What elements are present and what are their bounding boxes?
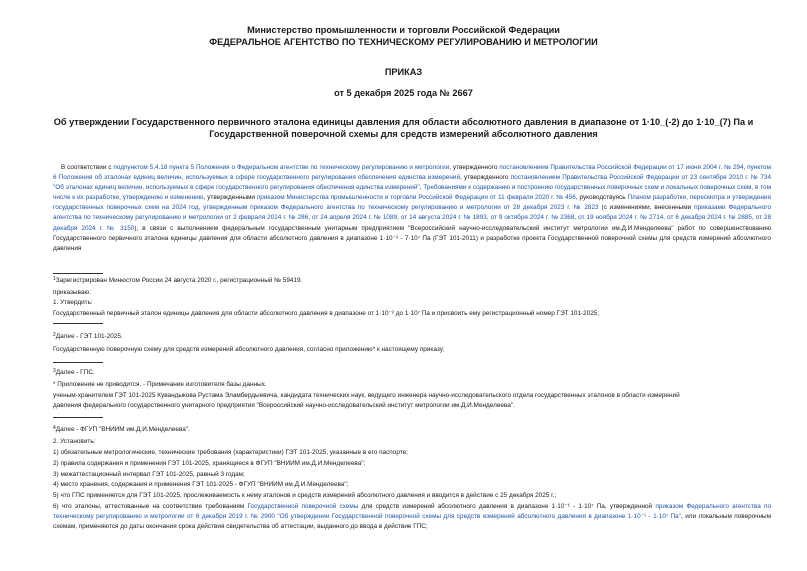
footnote-4 [53, 423, 190, 435]
document-date-number: от 5 декабря 2025 года № 2667 [334, 88, 473, 98]
subitem-6-text: для средств измерений абсолютного давления в диапазоне 1·10⁻¹ - 1·10⁷ Па, утвержденной [358, 503, 656, 510]
footnote-2-text: Далее - ГЭТ 101-2025. [55, 333, 123, 340]
footnote-2 [53, 330, 123, 342]
link-order-2900[interactable]: приказом Федерального агентства по техническому регулированию и метрологии от 6 декабря 2019 г. № 2900 "Об утверждении Государственной поверочной схемы для средств измерений абсолютного давления в диапазоне 1·10⁻¹ - 1·10⁷ Па" [53, 503, 772, 521]
footnote-divider [53, 362, 103, 363]
schema-text: Государственную поверочную схему для средств измерений абсолютного давления, согласно приложению* к настоящему приказу; [53, 346, 445, 353]
footnote-3-text: Далее - ГПС. [55, 369, 95, 376]
footnote-divider [53, 323, 103, 324]
item-1-heading: 1. Утвердить: [53, 299, 93, 306]
subitem-5: 5) что ГПС применяется для ГЭТ 101-2025, прослеживаемость к нему эталонов и средств измерений абсолютного давления и вводится в действие с 25 декабря 2025 г.; [53, 492, 557, 499]
agency-name: ФЕДЕРАЛЬНОЕ АГЕНТСТВО ПО ТЕХНИЧЕСКОМУ РЕГУЛИРОВАНИЮ И МЕТРОЛОГИИ [209, 37, 598, 47]
document-title-line-1: Об утверждении Государственного первичного эталона единицы давления для области абсолютного давления в диапазоне от 1·10_(-2) до 1·10_(7) Па и [53, 117, 754, 127]
footnote-1-text: Зарегистрирован Минюстом России 24 августа 2020 г., регистрационный № 59419. [55, 277, 303, 284]
link-standards-regulation[interactable]: пунктом 6 Положения об эталонах единиц величин, используемых в сфере государственного регулирования обеспечения единства измерений [53, 164, 771, 182]
subitem-3: 3) межаттестационный интервал ГЭТ 101-2025, равный 3 годам; [53, 471, 245, 478]
subitem-1: 1) обязательные метрологические, технические требования (характеристики) ГЭТ 101-2025, указанные в его паспорте; [53, 449, 408, 456]
attachment-note: * Приложение не приводится. - Примечание изготовителя базы данных. [53, 381, 267, 388]
footnote-1 [53, 274, 302, 286]
preamble-text: ), в связи с выполнением федеральным государственным унитарным предприятием "Всероссийский научно-исследовательский институт метрологии им.Д.И.Менделеева" работ по совершенствованию Государственного первичного эталона единицы давления для области абсолютного давления в диапазоне 1·10⁻² - 7·10⁷ Па (ГЭТ 101-2011) и разработке проекта Государственной поверочной схемы для средств измерений абсолютного давления [53, 224, 771, 252]
footnote-marker: 3 [53, 368, 56, 374]
preamble-paragraph [53, 163, 771, 254]
document-type: ПРИКАЗ [384, 67, 423, 77]
footnote-marker: 4 [53, 425, 56, 431]
footnote-4-text: Далее - ФГУП "ВНИИМ им.Д.И.Менделеева". [55, 426, 190, 433]
subitem-2: 2) правила содержания и применения ГЭТ 101-2025, хранящиеся в ФГУП "ВНИИМ им.Д.И.Менделеева"; [53, 460, 366, 467]
link-state-verification-scheme[interactable]: Государственной поверочной схемы [247, 503, 359, 510]
link-agency-regulation[interactable]: подпунктом 5.4.18 пункта 5 Положения о Федеральном агентстве по техническому регулированию и метрологии [113, 164, 450, 171]
footnote-marker: 1 [53, 276, 56, 282]
link-government-decree-734[interactable]: постановлением Правительства Российской Федерации от 23 сентября 2010 г. № 734 "Об эталонах единиц величин, используемых в сфере государственного регулирования обеспечения единства измерений" [53, 174, 772, 192]
footnote-3 [53, 366, 95, 378]
item-2-heading: 2. Установить: [53, 438, 96, 445]
link-government-decree-294[interactable]: постановлением Правительства Российской Федерации от 17 июня 2004 г. № 294 [499, 164, 744, 171]
subitem-6-text: 6) что эталоны, аттестованные на соответствие требованиям [53, 503, 248, 510]
keeper-line-2: давления федерального государственного унитарного предприятия "Всероссийский научно-исследовательский институт метрологии им.Д.И.Менделеева". [53, 402, 515, 409]
footnote-marker: 2 [53, 332, 56, 338]
preamble-text: , [743, 164, 748, 171]
preamble-text: (с изменениями, внесенными [598, 204, 695, 212]
link-schema-requirements[interactable]: Требованиями к содержанию и построению государственных поверочных схем и локальных поверочных схем, в том числе к их разработке, утверждению и изменению [53, 184, 771, 202]
keeper-line-1: ученым-хранителем ГЭТ 101-2025 Кувандыкова Рустама Эламбердыевича, кандидата технических наук, ведущего инженера научно-исследовательского отдела государственных эталонов в области измерений [53, 392, 680, 399]
link-plan-2024[interactable]: Планом разработки, пересмотра и утверждения государственных поверочных схем на 2024 год, утвержденным приказом Федерального агентства по техническому регулированию и метрологии от 28 декабря 2023 г. № 2823 [53, 194, 771, 212]
preamble-text: , утвержденными [203, 194, 257, 202]
link-amending-orders[interactable]: приказами Федерального агентства по техническому регулированию и метрологии от 2 февраля 2024 г. № 286, от 24 апреля 2024 г. № 1089, от 14 августа 2024 г. № 1893, от 9 октября 2024 г. № 2368, от 19 ноября 2024 г. № 2714, от 6 декабря 2024 г. № 2885, от 28 декабря 2024 г. № 3150 [53, 204, 771, 232]
preamble-text: , руководствуясь [575, 194, 628, 202]
preamble-text: , утвержденного [449, 164, 500, 171]
link-order-456[interactable]: приказом Министерства промышленности и торговли Российской Федерации от 11 февраля 2020 г. № 456 [256, 194, 576, 202]
preamble-text: , утвержденного [460, 174, 511, 182]
footnote-divider [53, 417, 103, 418]
subitem-4: 4) место хранения, содержания и применения ГЭТ 101-2025 - ФГУП "ВНИИМ им.Д.И.Менделеева"; [53, 481, 349, 488]
item-1-text: Государственный первичный эталон единицы давления для области абсолютного давления в диапазоне от 1·10⁻² до 1·10⁷ Па и присвоить ему регистрационный номер ГЭТ 101-2025; [53, 310, 600, 317]
preamble-text: , [419, 184, 424, 192]
subitem-6 [53, 502, 771, 532]
preamble-text: В соответствии с [61, 164, 114, 171]
document-title-line-2: Государственной поверочной схемы для средств измерений абсолютного давления [209, 129, 598, 139]
subitem-6-text: , или локальным поверочным схемам, применяются до даты окончания срока действия свидетельства об аттестации, выданного до ввода в действие ГПС; [53, 513, 771, 531]
ministry-name: Министерство промышленности и торговли Российской Федерации [247, 25, 560, 35]
orders-label: приказываю: [53, 289, 91, 296]
